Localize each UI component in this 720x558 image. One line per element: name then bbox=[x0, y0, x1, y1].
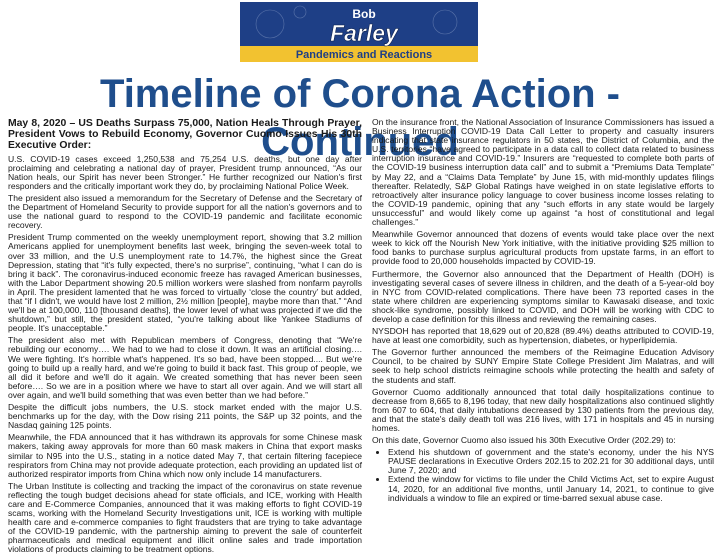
list-item: • Extend his shutdown of government and the state's economy, under the his NYS PAUSE declarations in Executive Orders 202.15 to 202.21 for 30 additional days, until June 7, 2020; and bbox=[388, 448, 714, 475]
paragraph: Despite the difficult jobs numbers, the U.S. stock market ended with the major U.S. benchmarks up for the day, with the Dow rising 211 points, the S&P up 32 points, and the Nasdaq gaining 125 points. bbox=[8, 402, 362, 431]
logo-graphic bbox=[240, 2, 478, 62]
paragraph: The Governor further announced the members of the Reimagine Education Advisory Council, to be chaired by SUNY Empire State College President Jim Malatras, and will seek to help school districts reimagine schools while protecting the health and safety of the students and staff. bbox=[372, 347, 714, 385]
section-heading: May 8, 2020 – US Deaths Surpass 75,000, Nation Heals Through Prayer, President Vows to Rebuild Economy, Governor Cuomo Issues His 30th Executive Order: bbox=[8, 118, 362, 152]
paragraph: President Trump commented on the weekly unemployment report, showing that 3.2 million Americans applied for unemployment benefits last week, bringing the seven-week total to over 33 million, and the U.S unemployment rate to 14.7%, the highest since the Great Depression, stating that “it's fully expected, there's no surprise”, continuing, “what I can do is bring it back”. The coronavirus-induced economic freeze has ravaged American businesses, with the Labor Department showing 20.5 million workers were slashed from nonfarm payrolls in April. The president lamented that he was forced to virtually ‘close the country’ but added, that “if I didn't, we would have lost 2 million, 2½ million [people], maybe more than that.” “And we'll be at 100,000, 110 [thousand deaths], the lower level of what was projected if we did the shutdown,” but still, the president stated, “you're talking about like Yankee Stadiums of people. It's unacceptable.” bbox=[8, 232, 362, 334]
logo-line1: Bob bbox=[352, 7, 376, 21]
paragraph: On this date, Governor Cuomo also issued his 30th Executive Order (202.29) to: bbox=[372, 435, 676, 446]
paragraph: On the insurance front, the National Association of Insurance Commissioners has issued a Business Interruption COVID-19 Data Call Letter to property and casualty insurers indicating that state insurance regulators in 50 states, the District of Columbia, and the U.S. territories “have agreed to participate in a data call to collect data related to business interruption insurance and COVID-19.” Insurers are “requested to complete both parts of the COVID-19 business interruption data call” and to submit a “Premiums Data Template” by May 22, and a “Claims Data Template” by June 15, with mid-monthly updates filings thereafter. Relatedly, S&P Global Ratings have weighed in on state legislative efforts to retroactively alter insurance policy language to cover business income losses relating to the COVID-19 pandemic, opining that any “such efforts in any state would be largely unsuccessful” and would likely come up against “a host of constitutional and legal challenges.” bbox=[372, 117, 714, 228]
paragraph: Meanwhile, the FDA announced that it has withdrawn its approvals for some Chinese mask makers, taking away approvals for more than 60 mask makers in China that export masks similar to N95 into the U.S., stating in a notice dated May 7, that certain filtering facepiece respirators from China may not provide adequate protection, each providing an updated list of authorized respirator imports from China which now only include 14 manufacturers. bbox=[8, 432, 362, 479]
bob-farley-logo bbox=[240, 2, 478, 62]
paragraph: Meanwhile Governor announced that dozens of events would take place over the next week to kick off the Nourish New York initiative, with the initiative providing $25 million to food banks to purchase surplus agricultural products from upstate farms, in an effort to provide food to 20,000 households impacted by COVID-19. bbox=[372, 229, 714, 267]
bullet-list bbox=[372, 448, 714, 503]
paragraph: Furthermore, the Governor also announced that the Department of Health (DOH) is investigating several cases of severe illness in children, and the death of a 5-year-old boy in NYC from COVID-related complications. There have been 73 reported cases in the state where children are experiencing symptoms similar to Kawasaki disease, and toxic shock-like syndrome, possibly linked to COVID, and DOH will be working with CDC to develop a case definition for this illness and reviewing the remaining cases. bbox=[372, 268, 714, 324]
left-column bbox=[8, 118, 362, 558]
logo-line2: Farley bbox=[330, 20, 398, 46]
list-item: • Extend the window for victims to file under the Child Victims Act, set to expire August 14, 2020, for an additional five months, until January 14, 2021, to continue to give individuals a window to file an expired or time-barred sexual abuse case. bbox=[388, 475, 714, 502]
paragraph: Governor Cuomo additionally announced that total daily hospitalizations continue to decrease from 8,665 to 8,196 today, that new daily hospitalizations also continued slightly from 607 to 604, that daily intubations decreased by 130 patients from the previous day, and that the state's daily death toll was 216 lives, with 171 in hospitals and 45 in nursing homes. bbox=[372, 386, 714, 433]
right-column bbox=[372, 118, 714, 505]
paragraph: The president also met with Republican members of Congress, denoting that “We're rebuilding our economy…. We had to we had to close it down. It was an artificial closing…. We were fighting. It's horrible what's happened. It's so bad, have been stopped.... But we're going to build up a really hard, and we're going to build it back fast. This group of people, we all did it before and we'll do it again. We created something that has never been seen before…. So we are in a position where we have to start all over again. And we will start all over again, and we'll build something that was even better than we had before.” bbox=[8, 335, 362, 400]
page-title: Timeline of Corona Action - Continued bbox=[99, 72, 621, 164]
paragraph: The president also issued a memorandum for the Secretary of Defense and the Secretary of the Department of Homeland Security to provide support for all the nation's governors and to use the national guard to respond to the COVID-19 pandemic and facilitate economic recovery. bbox=[8, 192, 362, 231]
paragraph: The Urban Institute is collecting and tracking the impact of the coronavirus on state revenue reflecting the tough budget decisions ahead for state officials, and ICE, working with Health care and E-Commerce Companies, announced that it was making efforts to fight COVID-19 scams, working with the Homeland Security Investigations unit, ICE is working with multiple health care and e-commerce companies to fight fraudsters that are trying to take advantage of the COVID-19 pandemic, with the partnership aiming to prevent the sale of counterfeit pharmaceuticals and medical equipment and illicit online sales and trade importation violations of products claiming to be treatment options. bbox=[8, 480, 362, 555]
paragraph: U.S. COVID-19 cases exceed 1,250,538 and 75,254 U.S. deaths, but one day after proclaiming and celebrating a national day of prayer, President trump announced, “As our Nation heals, our Spirit has never been Stronger.” He further recognized our Nation's first responders and the critically important work they do, by proclaiming National Police Week. bbox=[8, 153, 362, 191]
paragraph: NYSDOH has reported that 18,629 out of 20,828 (89.4%) deaths attributed to COVID-19, have at least one comorbidity, such as hypertension, diabetes, or hyperlipidemia. bbox=[372, 326, 714, 346]
logo-line3: Pandemics and Reactions bbox=[295, 49, 433, 61]
